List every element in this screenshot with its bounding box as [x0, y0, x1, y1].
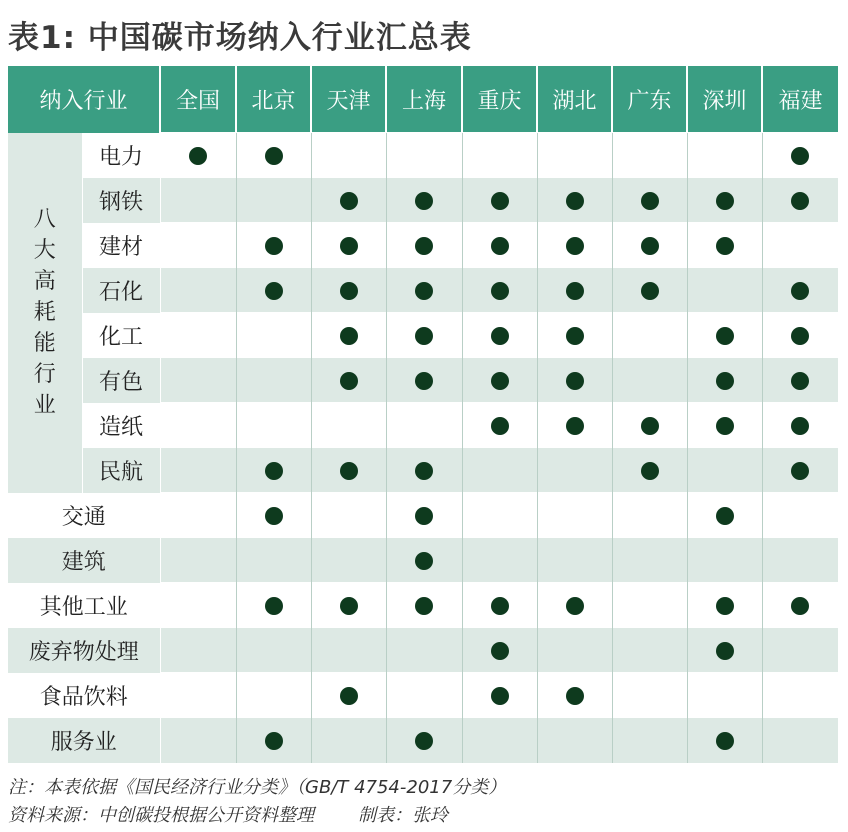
- included-dot-icon: [491, 417, 509, 435]
- included-dot-icon: [189, 147, 207, 165]
- mark-cell: [311, 628, 386, 673]
- included-dot-icon: [340, 372, 358, 390]
- row-label: 建材: [82, 223, 160, 268]
- mark-cell: [762, 448, 838, 493]
- included-dot-icon: [491, 192, 509, 210]
- mark-cell: [687, 718, 762, 763]
- included-dot-icon: [415, 282, 433, 300]
- mark-cell: [612, 268, 687, 313]
- mark-cell: [687, 493, 762, 538]
- included-dot-icon: [265, 147, 283, 165]
- header-region: 天津: [311, 66, 386, 133]
- mark-cell: [537, 358, 612, 403]
- mark-cell: [311, 493, 386, 538]
- mark-cell: [462, 718, 537, 763]
- included-dot-icon: [265, 282, 283, 300]
- mark-cell: [537, 133, 612, 178]
- included-dot-icon: [716, 597, 734, 615]
- included-dot-icon: [491, 687, 509, 705]
- mark-cell: [462, 313, 537, 358]
- mark-cell: [537, 448, 612, 493]
- row-label: 其他工业: [8, 583, 160, 628]
- table-row: [8, 718, 838, 763]
- mark-cell: [537, 493, 612, 538]
- row-label: 服务业: [8, 718, 160, 763]
- mark-cell: [236, 628, 311, 673]
- mark-cell: [687, 358, 762, 403]
- row-label: 化工: [82, 313, 160, 358]
- included-dot-icon: [716, 327, 734, 345]
- mark-cell: [687, 628, 762, 673]
- mark-cell: [311, 403, 386, 448]
- included-dot-icon: [716, 732, 734, 750]
- mark-cell: [160, 538, 236, 583]
- row-label: 有色: [82, 358, 160, 403]
- mark-cell: [612, 223, 687, 268]
- included-dot-icon: [566, 417, 584, 435]
- mark-cell: [612, 583, 687, 628]
- included-dot-icon: [566, 372, 584, 390]
- included-dot-icon: [415, 192, 433, 210]
- mark-cell: [537, 673, 612, 718]
- mark-cell: [612, 313, 687, 358]
- header-region: 北京: [236, 66, 311, 133]
- table-row: [8, 313, 838, 358]
- row-label: 建筑: [8, 538, 160, 583]
- mark-cell: [386, 313, 462, 358]
- mark-cell: [612, 358, 687, 403]
- row-label: 交通: [8, 493, 160, 538]
- included-dot-icon: [415, 327, 433, 345]
- row-label: 造纸: [82, 403, 160, 448]
- mark-cell: [386, 133, 462, 178]
- included-dot-icon: [716, 237, 734, 255]
- included-dot-icon: [415, 507, 433, 525]
- included-dot-icon: [791, 327, 809, 345]
- mark-cell: [462, 223, 537, 268]
- mark-cell: [311, 313, 386, 358]
- mark-cell: [386, 448, 462, 493]
- mark-cell: [386, 583, 462, 628]
- table-row: [8, 673, 838, 718]
- included-dot-icon: [716, 192, 734, 210]
- mark-cell: [160, 223, 236, 268]
- included-dot-icon: [566, 282, 584, 300]
- mark-cell: [236, 718, 311, 763]
- mark-cell: [762, 313, 838, 358]
- table-row: [8, 223, 838, 268]
- included-dot-icon: [491, 597, 509, 615]
- included-dot-icon: [340, 597, 358, 615]
- included-dot-icon: [340, 687, 358, 705]
- mark-cell: [311, 223, 386, 268]
- included-dot-icon: [566, 597, 584, 615]
- row-label: 石化: [82, 268, 160, 313]
- mark-cell: [160, 358, 236, 403]
- mark-cell: [160, 628, 236, 673]
- mark-cell: [236, 583, 311, 628]
- footer-maker: 制表：张玲: [358, 805, 448, 826]
- mark-cell: [236, 178, 311, 223]
- included-dot-icon: [491, 327, 509, 345]
- included-dot-icon: [491, 642, 509, 660]
- mark-cell: [612, 133, 687, 178]
- group-label: [8, 133, 82, 493]
- header-region: 重庆: [462, 66, 537, 133]
- mark-cell: [687, 403, 762, 448]
- included-dot-icon: [265, 462, 283, 480]
- mark-cell: [687, 583, 762, 628]
- header-region: 福建: [762, 66, 838, 133]
- included-dot-icon: [791, 462, 809, 480]
- mark-cell: [537, 313, 612, 358]
- mark-cell: [687, 538, 762, 583]
- mark-cell: [762, 358, 838, 403]
- included-dot-icon: [265, 507, 283, 525]
- included-dot-icon: [791, 282, 809, 300]
- mark-cell: [160, 133, 236, 178]
- included-dot-icon: [415, 552, 433, 570]
- mark-cell: [612, 403, 687, 448]
- mark-cell: [160, 448, 236, 493]
- included-dot-icon: [791, 192, 809, 210]
- mark-cell: [537, 223, 612, 268]
- mark-cell: [160, 313, 236, 358]
- mark-cell: [612, 178, 687, 223]
- mark-cell: [311, 673, 386, 718]
- included-dot-icon: [340, 282, 358, 300]
- table-row: [8, 178, 838, 223]
- mark-cell: [462, 448, 537, 493]
- mark-cell: [762, 673, 838, 718]
- mark-cell: [762, 628, 838, 673]
- included-dot-icon: [415, 597, 433, 615]
- mark-cell: [537, 403, 612, 448]
- mark-cell: [687, 448, 762, 493]
- mark-cell: [612, 673, 687, 718]
- included-dot-icon: [340, 327, 358, 345]
- mark-cell: [762, 223, 838, 268]
- mark-cell: [386, 628, 462, 673]
- table-row: [8, 403, 838, 448]
- included-dot-icon: [340, 237, 358, 255]
- mark-cell: [160, 403, 236, 448]
- row-label: 电力: [82, 133, 160, 178]
- mark-cell: [687, 178, 762, 223]
- mark-cell: [687, 268, 762, 313]
- mark-cell: [236, 313, 311, 358]
- group-label-text: 八大高耗能行业: [33, 207, 56, 418]
- included-dot-icon: [566, 327, 584, 345]
- included-dot-icon: [415, 237, 433, 255]
- included-dot-icon: [641, 237, 659, 255]
- mark-cell: [462, 538, 537, 583]
- mark-cell: [537, 178, 612, 223]
- mark-cell: [160, 583, 236, 628]
- mark-cell: [612, 718, 687, 763]
- mark-cell: [462, 133, 537, 178]
- footer-source: 资料来源：中创碳投根据公开资料整理: [8, 805, 314, 826]
- table-row: [8, 583, 838, 628]
- mark-cell: [462, 268, 537, 313]
- mark-cell: [160, 493, 236, 538]
- included-dot-icon: [791, 597, 809, 615]
- mark-cell: [386, 223, 462, 268]
- included-dot-icon: [340, 462, 358, 480]
- mark-cell: [236, 538, 311, 583]
- footer-source-line: [8, 801, 448, 827]
- mark-cell: [160, 178, 236, 223]
- included-dot-icon: [340, 192, 358, 210]
- mark-cell: [236, 673, 311, 718]
- mark-cell: [462, 493, 537, 538]
- included-dot-icon: [716, 372, 734, 390]
- header-region: 深圳: [687, 66, 762, 133]
- mark-cell: [612, 538, 687, 583]
- row-label: 民航: [82, 448, 160, 493]
- mark-cell: [386, 358, 462, 403]
- mark-cell: [311, 358, 386, 403]
- mark-cell: [762, 538, 838, 583]
- mark-cell: [160, 718, 236, 763]
- mark-cell: [160, 268, 236, 313]
- mark-cell: [462, 583, 537, 628]
- table-row: [8, 493, 838, 538]
- table-title: 表1: 中国碳市场纳入行业汇总表: [8, 20, 472, 56]
- mark-cell: [236, 268, 311, 313]
- industry-table: [8, 66, 838, 763]
- mark-cell: [537, 268, 612, 313]
- table-row: [8, 133, 838, 178]
- included-dot-icon: [415, 372, 433, 390]
- included-dot-icon: [265, 237, 283, 255]
- mark-cell: [386, 178, 462, 223]
- included-dot-icon: [641, 192, 659, 210]
- mark-cell: [462, 628, 537, 673]
- mark-cell: [462, 178, 537, 223]
- mark-cell: [236, 448, 311, 493]
- included-dot-icon: [265, 732, 283, 750]
- mark-cell: [537, 628, 612, 673]
- mark-cell: [311, 718, 386, 763]
- mark-cell: [386, 718, 462, 763]
- mark-cell: [160, 673, 236, 718]
- included-dot-icon: [716, 642, 734, 660]
- included-dot-icon: [566, 192, 584, 210]
- table-row: [8, 448, 838, 493]
- header-row: [8, 66, 838, 133]
- included-dot-icon: [491, 372, 509, 390]
- table-row: [8, 268, 838, 313]
- mark-cell: [236, 403, 311, 448]
- row-label: 废弃物处理: [8, 628, 160, 673]
- mark-cell: [687, 133, 762, 178]
- mark-cell: [687, 313, 762, 358]
- mark-cell: [311, 583, 386, 628]
- header-region: 上海: [386, 66, 462, 133]
- mark-cell: [762, 133, 838, 178]
- mark-cell: [311, 133, 386, 178]
- included-dot-icon: [415, 462, 433, 480]
- included-dot-icon: [415, 732, 433, 750]
- included-dot-icon: [491, 282, 509, 300]
- table-row: [8, 538, 838, 583]
- mark-cell: [386, 403, 462, 448]
- table-row: [8, 358, 838, 403]
- mark-cell: [462, 358, 537, 403]
- mark-cell: [462, 403, 537, 448]
- mark-cell: [612, 628, 687, 673]
- included-dot-icon: [641, 462, 659, 480]
- mark-cell: [236, 493, 311, 538]
- mark-cell: [311, 178, 386, 223]
- table-row: [8, 628, 838, 673]
- mark-cell: [762, 583, 838, 628]
- included-dot-icon: [791, 417, 809, 435]
- mark-cell: [311, 448, 386, 493]
- included-dot-icon: [791, 372, 809, 390]
- included-dot-icon: [791, 147, 809, 165]
- row-label: 钢铁: [82, 178, 160, 223]
- header-region: 全国: [160, 66, 236, 133]
- mark-cell: [762, 268, 838, 313]
- row-label: 食品饮料: [8, 673, 160, 718]
- header-region: 广东: [612, 66, 687, 133]
- header-region: 湖北: [537, 66, 612, 133]
- footer-note: 注：本表依据《国民经济行业分类》（GB/T 4754-2017分类）: [8, 777, 507, 798]
- mark-cell: [612, 493, 687, 538]
- mark-cell: [537, 718, 612, 763]
- mark-cell: [386, 493, 462, 538]
- header-industry: 纳入行业: [8, 66, 160, 133]
- included-dot-icon: [641, 417, 659, 435]
- mark-cell: [687, 223, 762, 268]
- included-dot-icon: [566, 237, 584, 255]
- mark-cell: [311, 268, 386, 313]
- mark-cell: [386, 673, 462, 718]
- table-body: [8, 133, 838, 763]
- included-dot-icon: [716, 507, 734, 525]
- included-dot-icon: [641, 282, 659, 300]
- mark-cell: [236, 223, 311, 268]
- mark-cell: [762, 493, 838, 538]
- mark-cell: [236, 133, 311, 178]
- mark-cell: [537, 583, 612, 628]
- mark-cell: [236, 358, 311, 403]
- included-dot-icon: [716, 417, 734, 435]
- mark-cell: [311, 538, 386, 583]
- mark-cell: [386, 268, 462, 313]
- included-dot-icon: [566, 687, 584, 705]
- mark-cell: [537, 538, 612, 583]
- mark-cell: [762, 403, 838, 448]
- included-dot-icon: [265, 597, 283, 615]
- mark-cell: [762, 178, 838, 223]
- mark-cell: [386, 538, 462, 583]
- mark-cell: [687, 673, 762, 718]
- mark-cell: [462, 673, 537, 718]
- included-dot-icon: [491, 237, 509, 255]
- mark-cell: [762, 718, 838, 763]
- mark-cell: [612, 448, 687, 493]
